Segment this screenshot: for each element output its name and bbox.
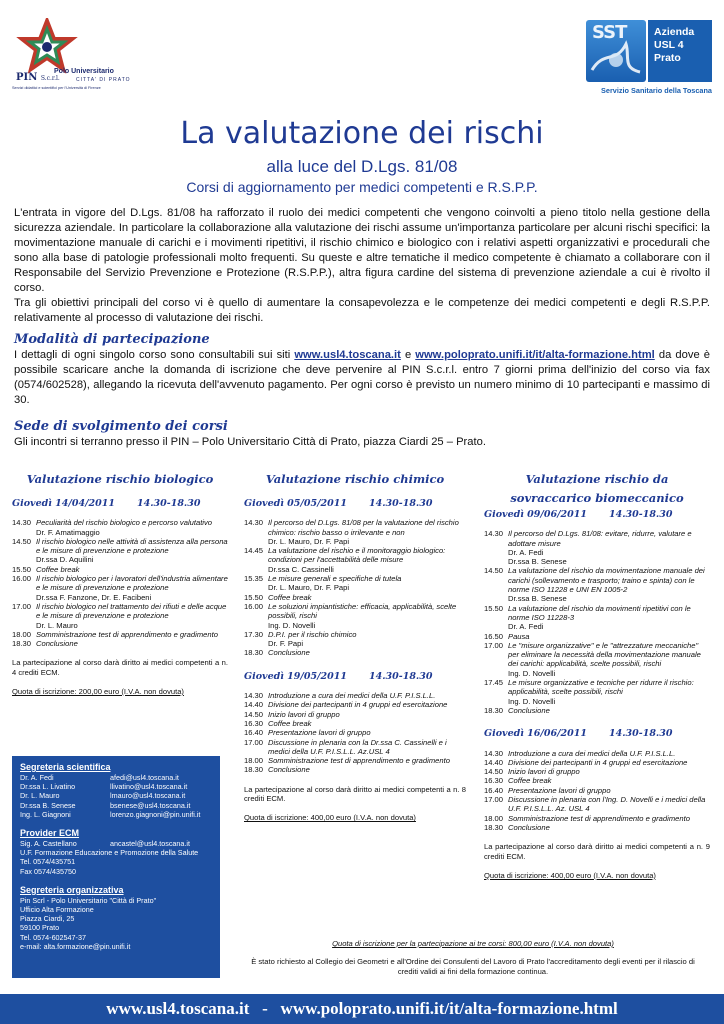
intro-paragraph: Tra gli obiettivi principali del corso vi è quello di aumentare la consapevolezza e le competenze dei medici competenti e degli R.S.P.P. relativamente al processo di valutazione dei rischi.	[14, 297, 710, 324]
program-topic: Coffee break	[36, 564, 80, 574]
contact-name: Dr. A. Fedi	[20, 773, 54, 782]
program-item	[484, 758, 710, 767]
program-item	[12, 630, 228, 639]
course-heading: Valutazione rischio biologico	[26, 472, 214, 486]
program-item	[484, 814, 710, 823]
program-item	[484, 795, 710, 814]
program-topic: Presentazione lavori di gruppo	[508, 785, 611, 795]
program-time: 14.40	[484, 757, 504, 767]
program-time: 14.50	[484, 767, 504, 777]
program-item	[244, 518, 466, 546]
contact-row	[20, 782, 212, 791]
program-time: 16.30	[484, 776, 504, 786]
ssn-label: Servizio Sanitario della Toscana	[601, 86, 712, 95]
pin-title: Polo Universitario	[54, 68, 114, 75]
program-list	[484, 749, 710, 833]
program-item	[12, 639, 228, 648]
contact-email[interactable]: lorenzo.giagnoni@pin.unifi.it	[110, 809, 201, 819]
page-subtitle: alla luce del D.Lgs. 81/08	[266, 157, 458, 176]
program-time: 18.00	[12, 629, 32, 639]
program-speaker: Dr. F. Papi	[268, 639, 304, 649]
program-time: 18.30	[244, 765, 264, 775]
program-topic: Presentazione lavori di gruppo	[268, 728, 371, 738]
course-date: Giovedì 09/06/2011 14.30-18.30	[484, 509, 673, 520]
ecm-lines	[20, 848, 212, 876]
program-item	[484, 786, 710, 795]
program-speaker: Dr.ssa B. Senese	[508, 557, 567, 567]
azienda-usl-badge: Azienda USL 4 Prato	[648, 20, 712, 82]
course-biomechanical	[484, 470, 710, 880]
program-item	[244, 648, 466, 657]
poloprato-link[interactable]: www.poloprato.unifi.it/it/alta-formazione.html	[415, 349, 655, 361]
program-topic: Divisione dei partecipanti in 4 gruppi ed esercitazione	[508, 757, 688, 767]
program-speaker: Dr. L. Mauro, Dr. F. Papi	[268, 583, 350, 593]
program-time: 14.30	[244, 691, 264, 701]
program-topic: Discussione in plenaria con l'Ing. D. Novelli e i medici della U.F. P.I.S.L.L. Az. USL 4	[508, 795, 706, 814]
program-time: 18.00	[484, 813, 504, 823]
credits-note: La partecipazione al corso darà diritto ai medici competenti a n. 9 crediti ECM.	[484, 842, 710, 861]
program-time: 14.30	[244, 518, 264, 528]
program-topic: Coffee break	[268, 592, 312, 602]
credits-note: La partecipazione al corso darà diritto ai medici competenti a n. 8 crediti ECM.	[244, 784, 466, 804]
program-topic: Coffee break	[508, 776, 552, 786]
program-item	[484, 706, 710, 715]
program-topic: La valutazione del rischio da movimenti ripetitivi con le norme ISO 11228-3	[508, 603, 691, 622]
program-time: 17.00	[12, 601, 32, 611]
page-title: La valutazione dei rischi	[180, 116, 544, 151]
program-time: 14.30	[484, 529, 504, 539]
program-time: 15.50	[244, 592, 264, 602]
program-time: 16.00	[244, 601, 264, 611]
program-item	[244, 738, 466, 757]
usl-link[interactable]: www.usl4.toscana.it	[294, 349, 401, 361]
program-item	[12, 602, 228, 630]
program-item	[484, 641, 710, 678]
program-item	[484, 749, 710, 758]
program-time: 15.35	[244, 574, 264, 584]
pin-city: CITTA' DI PRATO	[76, 77, 131, 83]
program-topic: Le soluzioni impiantistiche: efficacia, applicabilità, scelte possibili, rischi	[268, 601, 457, 621]
fee-text: Quota di iscrizione: 200,00 euro (I.V.A. non dovuta)	[12, 687, 184, 697]
program-item	[244, 602, 466, 630]
course-biological	[12, 470, 228, 696]
program-time: 16.40	[484, 785, 504, 795]
program-item	[244, 691, 466, 700]
program-topic: La valutazione del rischio da movimentazione manuale dei carichi (sollevamento e trasporto; traino e spinta) con le norme ISO 11228 e UNI EN 1005-2	[508, 566, 705, 595]
program-topic: Somministrazione test di apprendimento e gradimento	[508, 813, 690, 823]
program-item	[244, 719, 466, 728]
program-item	[244, 630, 466, 649]
sede-text: Gli incontri si terranno presso il PIN – Polo Universitario Città di Prato, piazza Ciardi 25 – Prato.	[14, 436, 486, 448]
program-topic: Inizio lavori di gruppo	[508, 767, 580, 777]
program-speaker: Ing. D. Novelli	[508, 696, 556, 706]
program-time: 15.50	[12, 564, 32, 574]
program-topic: Le misure organizzative e tecniche per ridurre il rischio: applicabilità, scelte possibili, rischi	[508, 678, 694, 697]
contact-line: U.F. Formazione Educazione e Promozione della Salute	[20, 848, 199, 858]
usl-logo-block	[586, 20, 712, 98]
modalita-text: I dettagli di ogni singolo corso sono consultabili sui siti www.usl4.toscana.it e www.poloprato.unifi.it/it/alta-formazione.html da dove è possibile scaricare anche la domanda di iscrizione che deve pervenire al PIN S.c.r.l. entro 7 giorni prima dell'inizio del corso via fax (0574/602528), allegando la ricevuta dell'avvenuto pagamento. Per ogni corso è previsto un numero minimo di 10 partecipanti e massimo di 30.	[14, 349, 710, 406]
contact-line: Pin Scrl - Polo Universitario "Città di Prato"	[20, 895, 157, 905]
sst-logo-icon: SST	[586, 20, 646, 82]
scientific-contacts	[20, 773, 212, 819]
course-date: Giovedì 16/06/2011 14.30-18.30	[484, 728, 673, 740]
pin-logo-block	[12, 18, 140, 100]
course-date: Giovedì 19/05/2011 14.30-18.30	[244, 670, 433, 682]
contact-line: e-mail: alta.formazione@pin.unifi.it	[20, 941, 131, 951]
credits-note: La partecipazione al corso darà diritto ai medici competenti a n. 4 crediti ECM.	[12, 658, 228, 677]
program-speaker: Dr.ssa D. Aquilini	[36, 555, 94, 565]
program-item	[12, 565, 228, 574]
program-list	[484, 529, 710, 715]
program-topic: Pausa	[508, 631, 530, 641]
program-list	[244, 518, 466, 657]
contact-line: Tel. 0574/435751	[20, 857, 76, 867]
contact-row: Sig. A. Castellano ancastel@usl4.toscana.it	[20, 839, 191, 849]
ecm-provider-heading: Provider ECM	[20, 828, 80, 839]
intro-text	[14, 206, 710, 326]
program-topic: Coffee break	[268, 718, 312, 728]
course-date: Giovedì 05/05/2011 14.30-18.30	[244, 498, 433, 509]
contact-row	[20, 773, 212, 782]
program-topic: Somministrazione test di apprendimento e gradimento	[268, 756, 450, 766]
contact-name: Dr.ssa L. Livatino	[20, 782, 76, 792]
program-topic: Conclusione	[36, 639, 78, 649]
program-item	[484, 604, 710, 632]
program-topic: Peculiarità del rischio biologico e percorso valutativo	[36, 518, 213, 528]
course-date: Giovedì 14/04/2011 14.30-18.30	[12, 498, 201, 509]
contact-row	[20, 810, 212, 819]
program-speaker: Ing. D. Novelli	[268, 620, 316, 630]
program-time: 17.00	[484, 795, 504, 805]
program-item	[244, 593, 466, 602]
program-topic: Discussione in plenaria con la Dr.ssa C. Cassinelli e i medici della U.F. P.I.S.L.L. Az.USL 4	[268, 737, 447, 756]
program-speaker: Dr. A. Fedi	[508, 547, 544, 557]
pin-mark: PIN S.c.r.l.	[16, 72, 60, 83]
program-speaker: Dr.ssa B. Senese	[508, 594, 567, 604]
program-item	[484, 678, 710, 706]
sede-heading: Sede di svolgimento dei corsi	[14, 419, 228, 434]
intro-paragraph: L'entrata in vigore del D.Lgs. 81/08 ha rafforzato il ruolo dei medici competenti che vengono coinvolti a pieno titolo nella gestione della sicurezza aziendale. In particolare la collaborazione alla valutazione dei rischi assume un'importanza particolare per alcuni rischi specifici: la movimentazione manuale di carichi e i movimenti ripetitivi, il rischio chimico e biologico con i relativi aspetti organizzativi e procedurali che sono alla base di patologie professionali molto frequenti. Su queste e altre tematiche il medico competente è chiamato a collaborare con il Responsabile del Servizio Prevenzione e Protezione (R.S.P.P.), altra figura cardine del sistema di prevenzione aziendale a cui è rivolto il corso.	[14, 207, 710, 294]
program-item	[484, 632, 710, 641]
program-item	[244, 700, 466, 709]
org-lines	[20, 896, 212, 951]
program-time: 18.30	[484, 822, 504, 832]
program-speaker: Ing. D. Novelli	[508, 668, 556, 678]
contact-line: Piazza Ciardi, 25	[20, 914, 75, 924]
program-item	[484, 529, 710, 566]
course-heading: Valutazione rischio chimico	[265, 472, 445, 486]
program-item	[244, 765, 466, 774]
program-item	[484, 823, 710, 832]
course-chemical	[244, 470, 466, 823]
program-topic: Inizio lavori di gruppo	[268, 709, 340, 719]
fee-text: Quota di iscrizione: 400,00 euro (I.V.A. non dovuta)	[484, 870, 656, 880]
program-speaker: Dr. L. Mauro	[36, 620, 78, 630]
program-topic: Il percorso del D.Lgs. 81/08 per la valutazione del rischio chimico: rischio basso o irrilevante e non	[268, 518, 459, 537]
pin-subtitle: Servizi didattici e scientifici per l'Università di Firenze	[12, 86, 101, 90]
program-time: 15.50	[484, 603, 504, 613]
program-time: 14.45	[244, 546, 264, 556]
program-item	[244, 728, 466, 737]
program-time: 16.40	[244, 728, 264, 738]
program-topic: Le "misure organizzative" e le "attrezzature meccaniche" per eliminare la necessità della movimentazione manuale dei carichi: applicabilità, scelte possibili, rischi	[508, 640, 701, 669]
program-item	[12, 518, 228, 537]
program-speaker: Dr. F. Amatimaggio	[36, 527, 100, 537]
contact-row	[20, 791, 212, 800]
page-subtitle-courses: Corsi di aggiornamento per medici competenti e R.S.P.P.	[186, 179, 538, 195]
program-time: 18.00	[244, 756, 264, 766]
program-item	[244, 574, 466, 593]
program-topic: Somministrazione test di apprendimento e gradimento	[36, 629, 218, 639]
program-time: 17.45	[484, 678, 504, 688]
program-time: 18.30	[12, 639, 32, 649]
contact-line: 59100 Prato	[20, 923, 60, 933]
program-topic: Conclusione	[508, 822, 550, 832]
contacts-box	[12, 756, 220, 978]
course-heading: Valutazione rischio da sovraccarico biomeccanico	[510, 472, 684, 505]
contact-line: Ufficio Alta Formazione	[20, 905, 94, 915]
program-topic: Il percorso del D.Lgs. 81/08: evitare, ridurre, valutare e adottare misure	[508, 529, 692, 548]
program-list	[12, 518, 228, 648]
fee-text: Quota di iscrizione: 400,00 euro (I.V.A. non dovuta)	[244, 813, 416, 823]
program-topic: Conclusione	[268, 648, 310, 658]
program-topic: Conclusione	[508, 705, 550, 715]
program-time: 17.00	[484, 640, 504, 650]
program-time: 14.40	[244, 700, 264, 710]
program-topic: La valutazione del rischio e il monitoraggio biologico: condizioni per l'accettabilità delle misure	[268, 546, 446, 565]
program-topic: Conclusione	[268, 765, 310, 775]
contact-row	[20, 801, 212, 810]
program-time: 16.00	[12, 574, 32, 584]
organizational-secretariat-heading: Segreteria organizzativa	[20, 884, 124, 895]
program-time: 16.50	[484, 631, 504, 641]
program-time: 14.30	[484, 748, 504, 758]
program-item	[12, 537, 228, 565]
program-time: 18.30	[244, 648, 264, 658]
program-time: 14.50	[484, 566, 504, 576]
program-topic: Il rischio biologico nel trattamento dei rifiuti e delle acque e le misure di prevenzione e protezione	[36, 601, 227, 621]
program-item	[12, 574, 228, 602]
program-time: 17.00	[244, 737, 264, 747]
program-time: 18.30	[484, 705, 504, 715]
contact-name: Dr. L. Mauro	[20, 791, 60, 801]
program-topic: Il rischio biologico per i lavoratori dell'industria alimentare e le misure di prevenzione e protezione	[36, 574, 228, 593]
accreditation-note: È stato richiesto al Collegio dei Geometri e all'Ordine dei Consulenti del Lavoro di Prato l'accreditamento degli eventi per il rilascio di crediti validi ai fini della formazione continua.	[251, 957, 695, 976]
program-item	[484, 767, 710, 776]
modalita-heading: Modalità di partecipazione	[14, 332, 210, 347]
program-list	[244, 691, 466, 775]
contact-name: Ing. L. Giagnoni	[20, 809, 71, 819]
contact-name: Dr.ssa B. Senese	[20, 800, 76, 810]
program-speaker: Dr.ssa C. Cassinelli	[268, 564, 334, 574]
program-time: 17.30	[244, 629, 264, 639]
contact-email[interactable]: llivatino@usl4.toscana.it	[110, 782, 188, 792]
scientific-secretariat-heading: Segreteria scientifica	[20, 762, 111, 772]
program-topic: Divisione dei partecipanti in 4 gruppi ed esercitazione	[268, 700, 448, 710]
total-fee: Quota di iscrizione per la partecipazione ai tre corsi: 800,00 euro (I.V.A. non dovuta)	[332, 939, 614, 948]
program-topic: Le misure generali e specifiche di tutela	[268, 574, 402, 584]
program-item	[244, 710, 466, 719]
program-item	[244, 546, 466, 574]
program-topic: Introduzione a cura dei medici della U.F. P.I.S.L.L.	[268, 691, 436, 701]
footer-links[interactable]: www.usl4.toscana.it - www.poloprato.unifi.it/it/alta-formazione.html	[0, 994, 724, 1024]
program-item	[484, 776, 710, 785]
program-speaker: Dr. L. Mauro, Dr. F. Papi	[268, 536, 350, 546]
contact-line: Fax 0574/435750	[20, 866, 76, 876]
contact-line: Tel. 0574-602547-37	[20, 932, 86, 942]
program-item	[484, 566, 710, 603]
program-topic: Introduzione a cura dei medici della U.F. P.I.S.L.L.	[508, 748, 676, 758]
contact-email[interactable]: bsenese@usl4.toscana.it	[110, 800, 191, 810]
contact-email[interactable]: afedi@usl4.toscana.it	[110, 773, 179, 782]
contact-email[interactable]: lmauro@usl4.toscana.it	[110, 791, 186, 801]
program-item	[244, 756, 466, 765]
program-speaker: Dr. A. Fedi	[508, 622, 544, 632]
program-topic: Il rischio biologico nelle attività di assistenza alla persona e le misure di prevenzione e protezione	[36, 536, 228, 556]
program-time: 14.30	[12, 518, 32, 528]
program-time: 14.50	[12, 536, 32, 546]
program-time: 14.50	[244, 709, 264, 719]
program-speaker: Dr.ssa F. Fanzone, Dr. E. Facibeni	[36, 592, 152, 602]
program-time: 16.30	[244, 718, 264, 728]
program-topic: D.P.I. per il rischio chimico	[268, 629, 357, 639]
